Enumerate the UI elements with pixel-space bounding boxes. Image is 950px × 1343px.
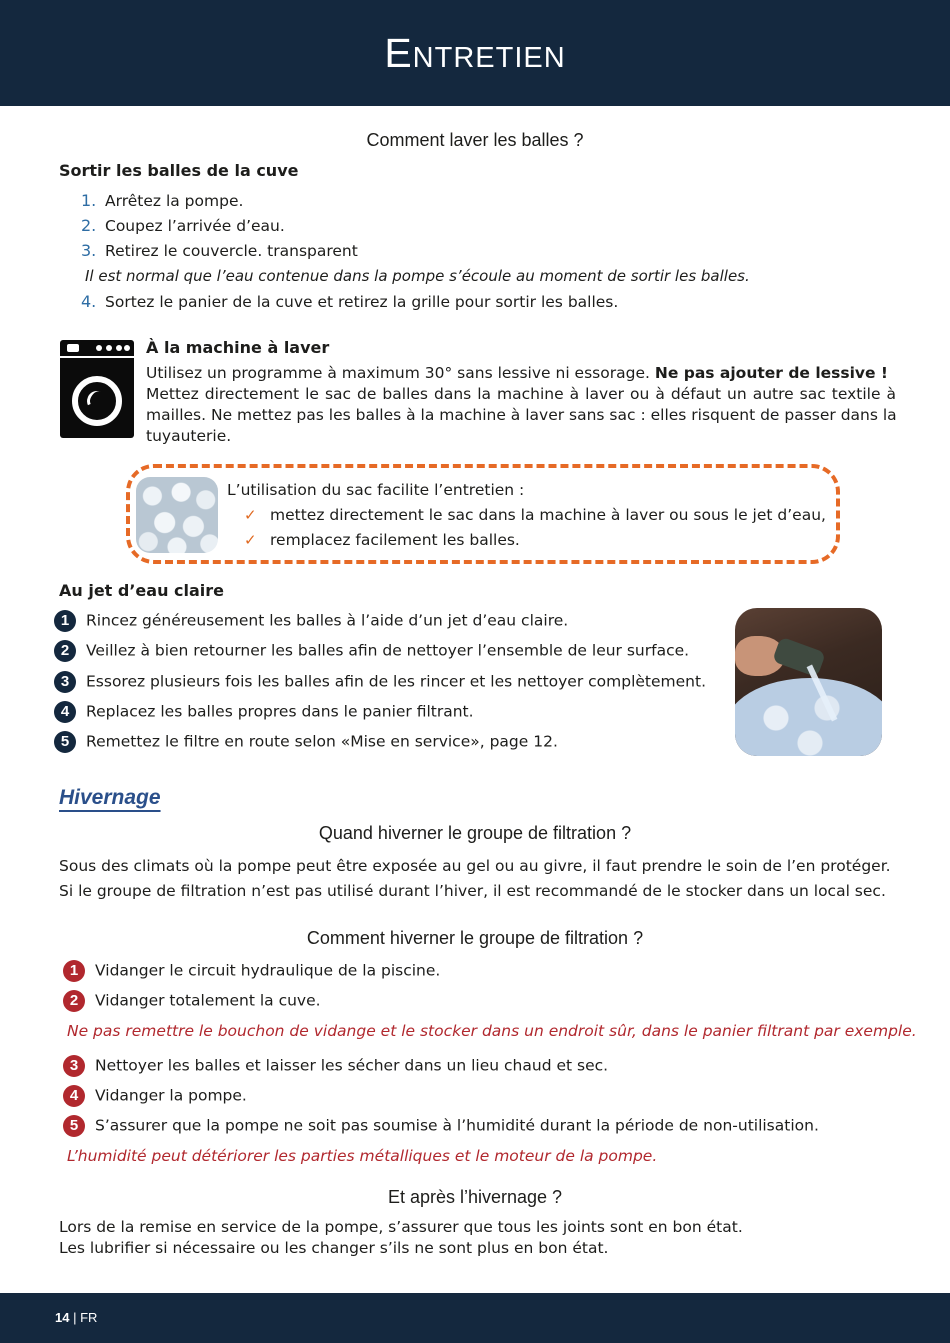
winter-after-title: Et après l’hivernage ? bbox=[387, 1187, 563, 1207]
step-badge: 3 bbox=[63, 1055, 85, 1077]
winter-heading: Hivernage bbox=[59, 786, 161, 809]
tip-item bbox=[244, 506, 826, 524]
page-header bbox=[0, 0, 950, 106]
machine-line-3: mailles. Ne mettez pas les balles à la machine à laver sans sac : elles risquent de passer dans la bbox=[146, 406, 897, 424]
step-badge: 4 bbox=[63, 1085, 85, 1107]
list-item bbox=[81, 191, 243, 210]
list-item bbox=[63, 990, 321, 1012]
machine-line-4: tuyauterie. bbox=[146, 427, 232, 445]
winter-when-line-1: Sous des climats où la pompe peut être exposée au gel ou au givre, il faut prendre le soin de l’en protéger. bbox=[59, 857, 891, 875]
list-item bbox=[54, 731, 558, 753]
winter-how-title: Comment hiverner le groupe de filtration ? bbox=[306, 928, 644, 948]
tip-item bbox=[244, 531, 520, 549]
list-item bbox=[63, 960, 440, 982]
machine-subtitle: À la machine à laver bbox=[146, 338, 330, 357]
ball-bag-photo bbox=[136, 477, 218, 553]
tip-item-text: mettez directement le sac dans la machine à laver ou sous le jet d’eau, bbox=[270, 506, 826, 524]
step-text: Essorez plusieurs fois les balles afin de les rincer et les nettoyer complètement. bbox=[86, 672, 706, 691]
rinsing-photo bbox=[735, 608, 882, 756]
step-badge: 5 bbox=[63, 1115, 85, 1137]
machine-line-1 bbox=[146, 364, 888, 382]
step-text: Sortez le panier de la cuve et retirez la grille pour sortir les balles. bbox=[105, 293, 619, 311]
list-item bbox=[54, 671, 706, 693]
page-number-value: 14 bbox=[55, 1310, 70, 1325]
step-number: 3. bbox=[81, 241, 97, 260]
page-separator: | bbox=[69, 1310, 81, 1325]
list-item bbox=[63, 1115, 819, 1137]
remove-subtitle: Sortir les balles de la cuve bbox=[59, 161, 299, 180]
step-text: Coupez l’arrivée d’eau. bbox=[105, 217, 285, 235]
list-item bbox=[54, 610, 568, 632]
tip-item-text: remplacez facilement les balles. bbox=[270, 531, 520, 549]
step-text: Vidanger le circuit hydraulique de la piscine. bbox=[95, 961, 441, 980]
remove-note: Il est normal que l’eau contenue dans la pompe s’écoule au moment de sortir les balles. bbox=[85, 267, 750, 285]
step-number: 1. bbox=[81, 191, 97, 210]
machine-text: Utilisez un programme à maximum 30° sans lessive ni essorage. bbox=[146, 364, 650, 382]
list-item bbox=[54, 701, 474, 723]
wash-section-title: Comment laver les balles ? bbox=[366, 130, 584, 150]
step-badge: 5 bbox=[54, 731, 76, 753]
list-item bbox=[54, 640, 689, 662]
check-icon: ✓ bbox=[244, 531, 257, 549]
page-number bbox=[55, 1310, 97, 1325]
step-text: Nettoyer les balles et laisser les sécher dans un lieu chaud et sec. bbox=[95, 1056, 609, 1075]
step-text: S’assurer que la pompe ne soit pas soumise à l’humidité durant la période de non-utilisation. bbox=[95, 1116, 819, 1135]
page-title: Entretien bbox=[384, 30, 566, 76]
step-text: Rincez généreusement les balles à l’aide d’un jet d’eau claire. bbox=[86, 611, 569, 630]
winter-when-title: Quand hiverner le groupe de filtration ? bbox=[318, 823, 632, 843]
washing-machine-icon bbox=[60, 340, 134, 438]
machine-warning: Ne pas ajouter de lessive ! bbox=[654, 364, 888, 382]
step-text: Remettez le filtre en route selon «Mise en service», page 12. bbox=[86, 732, 558, 751]
machine-line-2: Mettez directement le sac de balles dans la machine à laver ou à défaut un autre sac textile à bbox=[146, 385, 896, 403]
step-text: Veillez à bien retourner les balles afin de nettoyer l’ensemble de leur surface. bbox=[86, 641, 690, 660]
jet-subtitle: Au jet d’eau claire bbox=[59, 581, 225, 600]
winter-note-2: L’humidité peut détériorer les parties métalliques et le moteur de la pompe. bbox=[67, 1147, 658, 1165]
language-code: FR bbox=[80, 1310, 98, 1325]
list-item bbox=[81, 216, 285, 235]
page-footer bbox=[0, 1293, 950, 1343]
winter-after-line-2: Les lubrifier si nécessaire ou les changer s’ils ne sont plus en bon état. bbox=[59, 1239, 609, 1257]
step-number: 4. bbox=[81, 292, 97, 311]
list-item bbox=[63, 1085, 247, 1107]
step-badge: 1 bbox=[63, 960, 85, 982]
list-item bbox=[63, 1055, 608, 1077]
step-badge: 4 bbox=[54, 701, 76, 723]
step-text: Vidanger totalement la cuve. bbox=[95, 991, 321, 1010]
list-item bbox=[81, 241, 358, 260]
winter-when-line-2: Si le groupe de filtration n’est pas utilisé durant l’hiver, il est recommandé de le stocker dans un local sec. bbox=[59, 882, 886, 900]
step-text: Retirez le couvercle. transparent bbox=[105, 242, 358, 260]
winter-after-line-1: Lors de la remise en service de la pompe, s’assurer que tous les joints sont en bon état. bbox=[59, 1218, 743, 1236]
check-icon: ✓ bbox=[244, 506, 257, 524]
tip-intro: L’utilisation du sac facilite l’entretien : bbox=[227, 481, 525, 499]
step-badge: 1 bbox=[54, 610, 76, 632]
step-badge: 2 bbox=[63, 990, 85, 1012]
list-item bbox=[81, 292, 618, 311]
step-number: 2. bbox=[81, 216, 97, 235]
step-badge: 2 bbox=[54, 640, 76, 662]
step-badge: 3 bbox=[54, 671, 76, 693]
step-text: Vidanger la pompe. bbox=[95, 1086, 247, 1105]
step-text: Arrêtez la pompe. bbox=[105, 192, 244, 210]
winter-note-1: Ne pas remettre le bouchon de vidange et le stocker dans un endroit sûr, dans le panier filtrant par exemple. bbox=[67, 1022, 917, 1040]
step-text: Replacez les balles propres dans le panier filtrant. bbox=[86, 702, 474, 721]
